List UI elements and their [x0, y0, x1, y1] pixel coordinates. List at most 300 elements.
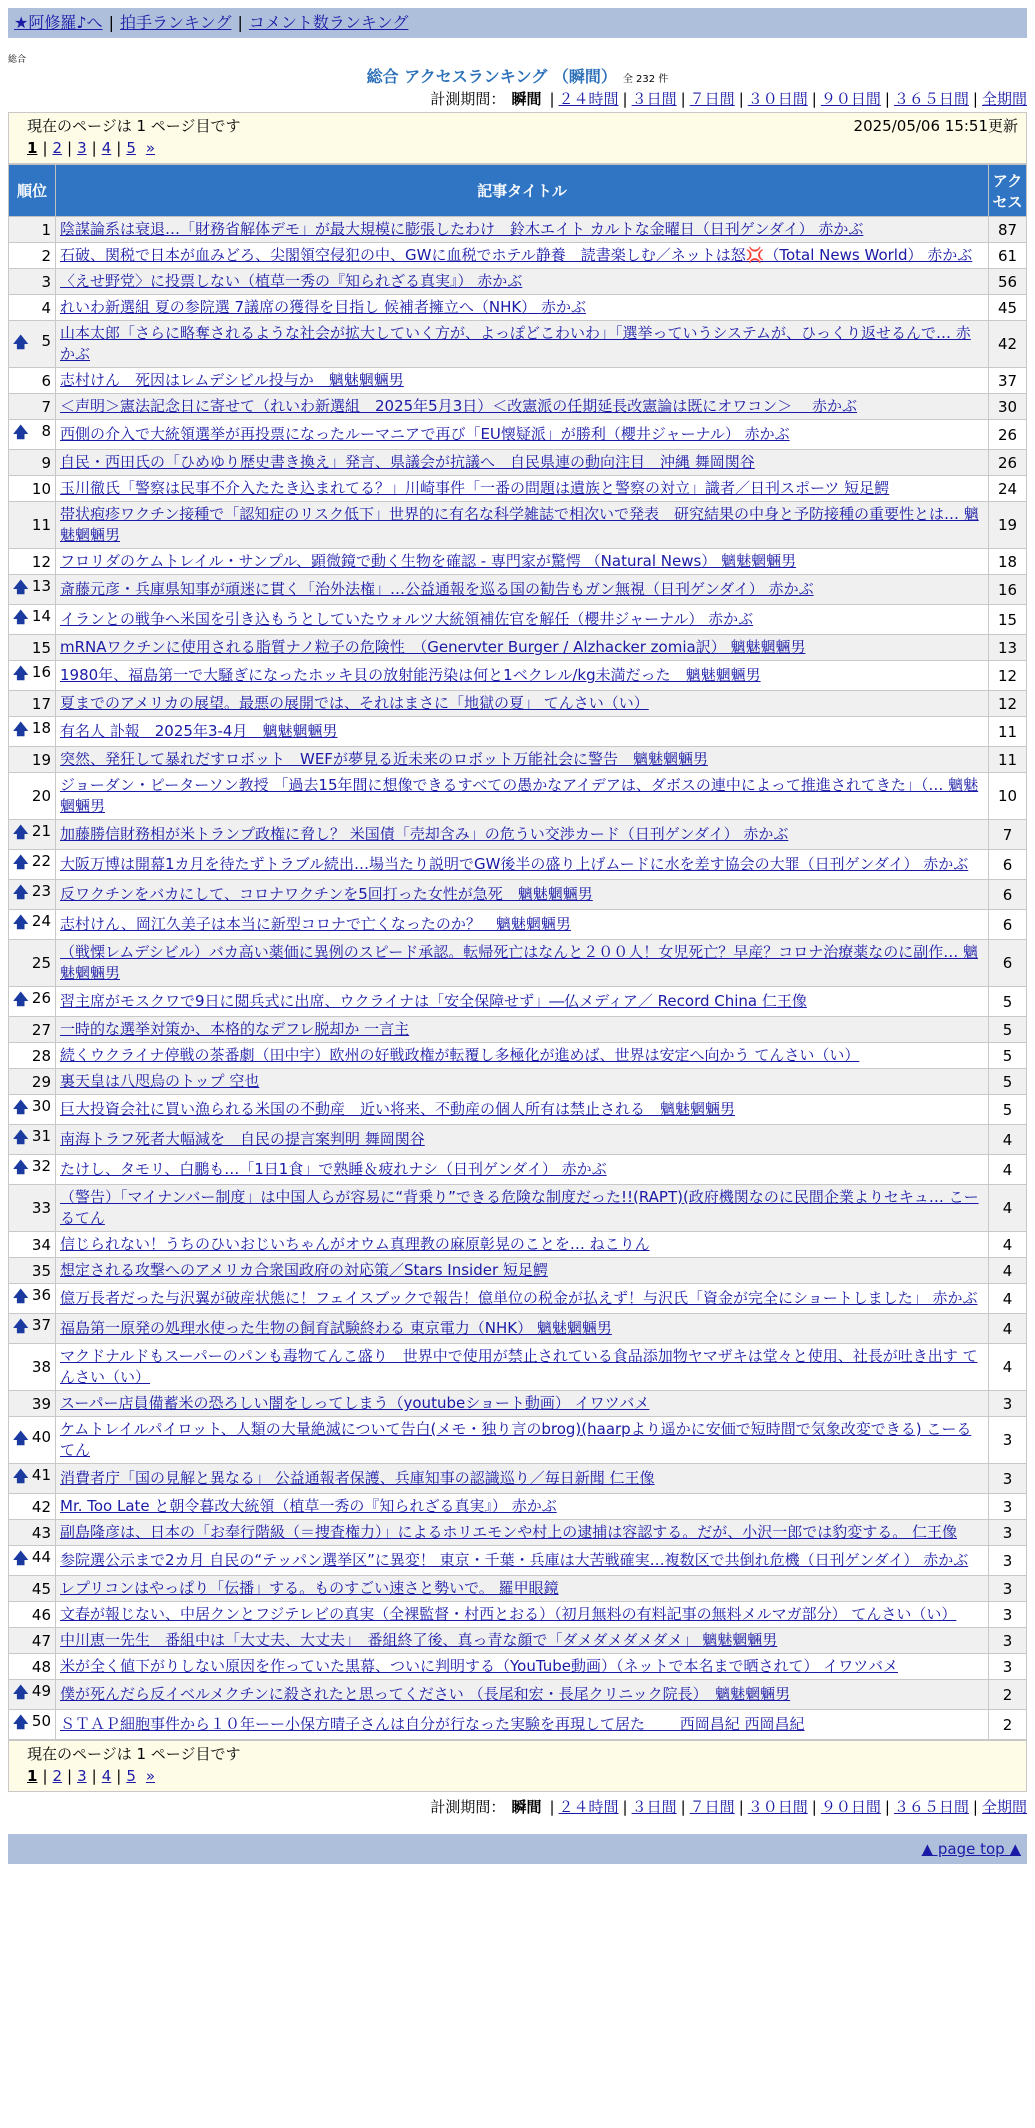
title-cell	[56, 502, 989, 549]
rank-cell	[9, 1284, 56, 1314]
rank-cell	[9, 1417, 56, 1464]
table-row	[9, 940, 1027, 987]
period-separator: |	[811, 1798, 817, 1816]
period-link[interactable]: ７日間	[689, 90, 735, 108]
rank-up-arrow-icon: 🡅	[13, 1287, 29, 1305]
rank-number: 33	[31, 1199, 51, 1217]
pager-separator: |	[116, 1767, 122, 1785]
article-link[interactable]: 裏天皇は八咫烏のトップ 空也	[60, 1072, 260, 1090]
title-cell	[56, 1628, 989, 1654]
access-count: 19	[989, 502, 1027, 549]
period-separator: |	[680, 90, 686, 108]
nav-link-clap-ranking[interactable]: 拍手ランキング	[119, 13, 232, 32]
rank-cell	[9, 661, 56, 691]
pager-top	[8, 112, 1027, 164]
access-count: 6	[989, 940, 1027, 987]
article-link[interactable]: 続くウクライナ停戦の茶番劇（田中宇）欧州の好戦政権が転覆し多極化が進めば、世界は安定へ向かう てんさい（い）	[60, 1046, 860, 1064]
article-link[interactable]: 山本太郎「さらに略奪されるような社会が拡大していく方が、よっぽどこわいわ」「選挙っていうシステムが、ひっくり返せるんで… 赤かぶ	[60, 324, 971, 363]
table-row	[9, 717, 1027, 747]
access-count: 5	[989, 1017, 1027, 1043]
article-link[interactable]: 参院選公示まで2カ月 自民の“テッパン選挙区”に異変！ 東京・千葉・兵庫は大苦戦確実…複数区で共倒れ危機（日刊ゲンダイ） 赤かぶ	[60, 1551, 969, 1569]
period-link[interactable]: ３６５日間	[893, 90, 969, 108]
rank-number: 44	[31, 1548, 51, 1566]
table-row	[9, 1258, 1027, 1284]
pager-page-link[interactable]: 5	[126, 139, 136, 157]
pager-page-link[interactable]: 2	[52, 139, 63, 157]
pager-links	[27, 137, 1018, 159]
rank-number: 34	[31, 1235, 51, 1254]
rank-up-arrow-icon: 🡅	[13, 1317, 29, 1335]
article-link[interactable]: （戦慄レムデシビル）バカ高い薬価に異例のスピード承認。転帰死亡はなんと２００人！女児死亡？早産？コロナ治療薬なのに副作… 魑魅魍魎男	[60, 943, 978, 982]
rank-up-arrow-icon: 🡅	[13, 1713, 29, 1731]
rank-cell	[9, 394, 56, 420]
rank-number: 2	[41, 246, 51, 265]
title-cell	[56, 1155, 989, 1185]
period-separator: |	[972, 90, 978, 108]
rank-up-arrow-icon: 🡅	[13, 990, 29, 1008]
article-link[interactable]: マクドナルドもスーパーのパンも毒物てんこ盛り 世界中で使用が禁止されている食品添加物ヤマザキは堂々と使用、社長が吐き出す てんさい（い）	[60, 1347, 978, 1386]
total-count: 全 232 件	[622, 74, 669, 85]
period-separator: |	[622, 1798, 628, 1816]
rank-cell	[9, 243, 56, 269]
rank-number: 45	[31, 1579, 51, 1598]
article-link[interactable]: 志村けん、岡江久美子は本当に新型コロナで亡くなったのか？ 魑魅魍魎男	[60, 915, 571, 933]
article-link[interactable]: イランとの戦争へ米国を引き込もうとしていたウォルツ大統領補佐官を解任（櫻井ジャーナル） 赤かぶ	[60, 610, 754, 628]
access-count: 15	[989, 605, 1027, 635]
article-link[interactable]: 文春が報じない、中居クンとフジテレビの真実（全裸監督・村西とおる）（初月無料の有料記事の無料メルマガ部分） てんさい（い）	[60, 1605, 957, 1623]
rank-cell	[9, 549, 56, 575]
rank-up-arrow-icon: 🡅	[13, 423, 29, 441]
table-row	[9, 575, 1027, 605]
table-row	[9, 1344, 1027, 1391]
rank-number: 37	[31, 1316, 51, 1334]
rank-number: 30	[31, 1097, 51, 1115]
article-link[interactable]: ケムトレイルパイロット、人類の大量絶滅について告白(メモ・独り言のbrog)(haarpより遥かに安価で短時間で気象改変できる) こーるてん	[60, 1420, 972, 1459]
rank-number: 28	[31, 1046, 51, 1065]
article-link[interactable]: 南海トラフ死者大幅減を 自民の提言案判明 舞岡関谷	[60, 1130, 425, 1148]
title-cell	[56, 773, 989, 820]
current-page-text: 現在のページは 1 ページ目です	[27, 117, 241, 135]
access-count: 37	[989, 368, 1027, 394]
title-cell	[56, 394, 989, 420]
table-row	[9, 1284, 1027, 1314]
pager-links	[27, 1765, 1018, 1787]
table-row	[9, 1494, 1027, 1520]
rank-cell	[9, 1602, 56, 1628]
nav-link-asyura[interactable]: ★阿修羅♪へ	[14, 13, 103, 32]
article-link[interactable]: フロリダのケムトレイル・サンプル、顕微鏡で動く生物を確認 - 専門家が驚愕 （Natural News） 魑魅魍魎男	[60, 552, 797, 570]
rank-cell	[9, 217, 56, 243]
rank-cell	[9, 747, 56, 773]
period-separator: |	[680, 1798, 686, 1816]
rank-number: 8	[41, 422, 51, 440]
rank-up-arrow-icon: 🡅	[13, 853, 29, 871]
article-link[interactable]: 西側の介入で大統領選挙が再投票になったルーマニアで再び「EU懐疑派」が勝利（櫻井ジャーナル） 赤かぶ	[60, 425, 790, 443]
article-link[interactable]: 1980年、福島第一で大騒ぎになったホッキ貝の放射能汚染は何と1ベクレル/kg未満だった 魑魅魍魎男	[60, 666, 761, 684]
period-link[interactable]: ２４時間	[558, 90, 619, 108]
rank-number: 43	[31, 1523, 51, 1542]
article-link[interactable]: 有名人 訃報 2025年3-4月 魑魅魍魎男	[60, 722, 338, 740]
period-separator: |	[549, 1798, 555, 1816]
rank-number: 29	[31, 1072, 51, 1091]
title-cell	[56, 450, 989, 476]
article-link[interactable]: 加藤勝信財務相が米トランプ政権に脅し？ 米国債「売却含み」の危うい交渉カード（日刊ゲンダイ） 赤かぶ	[60, 825, 789, 843]
rank-cell	[9, 476, 56, 502]
rank-number: 15	[31, 638, 51, 657]
rank-number: 25	[31, 954, 51, 972]
rank-number: 32	[31, 1157, 51, 1175]
access-count: 16	[989, 575, 1027, 605]
article-link[interactable]: （警告）「マイナンバー制度」は中国人らが容易に“背乗り”できる危険な制度だった!!(RAPT)(政府機関なのに民間企業よりセキュ… こーるてん	[60, 1188, 979, 1227]
article-link[interactable]: 石破、関税で日本が血みどろ、尖閣領空侵犯の中、GWに血税でホテル静養 読書楽しむ／ネットは怒💢（Total News World） 赤かぶ	[60, 246, 973, 264]
article-link[interactable]: 反ワクチンをバカにして、コロナワクチンを5回打った女性が急死 魑魅魍魎男	[60, 885, 593, 903]
period-selector	[8, 88, 1027, 110]
table-row	[9, 243, 1027, 269]
title-cell	[56, 1017, 989, 1043]
article-link[interactable]: たけし、タモリ、白鵬も…「1日1食」で熟睡＆疲れナシ（日刊ゲンダイ） 赤かぶ	[60, 1160, 607, 1178]
rank-up-arrow-icon: 🡅	[13, 578, 29, 596]
table-row	[9, 1576, 1027, 1602]
rank-cell	[9, 691, 56, 717]
rank-number: 21	[31, 822, 51, 840]
article-link[interactable]: 信じられない！うちのひいおじいちゃんがオウム真理教の麻原彰晃のことを… ねこりん	[60, 1235, 650, 1253]
rank-number: 41	[31, 1466, 51, 1484]
access-count: 4	[989, 1232, 1027, 1258]
nav-separator: |	[108, 13, 114, 32]
period-link[interactable]: ２４時間	[558, 1798, 619, 1816]
article-link[interactable]: 習主席がモスクワで9日に閲兵式に出席、ウクライナは「安全保障せず」―仏メディア／ Record China 仁王像	[60, 992, 807, 1010]
title-cell	[56, 243, 989, 269]
rank-cell	[9, 1344, 56, 1391]
article-link[interactable]: 想定される攻撃へのアメリカ合衆国政府の対応策／Stars Insider 短足鰐	[60, 1261, 548, 1279]
rank-number: 11	[31, 516, 51, 534]
table-row	[9, 1464, 1027, 1494]
rank-cell	[9, 1232, 56, 1258]
rank-up-arrow-icon: 🡅	[13, 1467, 29, 1485]
rank-number: 10	[31, 479, 51, 498]
title-cell	[56, 269, 989, 295]
pager-page-link[interactable]: 4	[101, 1767, 112, 1785]
article-link[interactable]: 斎藤元彦・兵庫県知事が頑迷に貫く「治外法権」…公益通報を巡る国の勧告もガン無視（日刊ゲンダイ） 赤かぶ	[60, 580, 814, 598]
pager-bottom	[8, 1740, 1027, 1792]
table-row	[9, 1391, 1027, 1417]
title-cell	[56, 691, 989, 717]
period-link[interactable]: 全期間	[981, 1798, 1027, 1816]
table-row	[9, 1155, 1027, 1185]
title-cell	[56, 1185, 989, 1232]
rank-up-arrow-icon: 🡅	[13, 608, 29, 626]
page-top-link[interactable]: ▲ page top ▲	[921, 1840, 1021, 1858]
title-cell	[56, 1284, 989, 1314]
title-cell	[56, 1576, 989, 1602]
article-link[interactable]: 志村けん 死因はレムデシビル投与か 魑魅魍魎男	[60, 371, 404, 389]
rank-up-arrow-icon: 🡅	[13, 1428, 29, 1447]
rank-cell	[9, 773, 56, 820]
rank-cell	[9, 1125, 56, 1155]
period-label: 計測期間：	[430, 1798, 506, 1816]
access-count: 61	[989, 243, 1027, 269]
table-row	[9, 605, 1027, 635]
pager-page-link[interactable]: 4	[101, 139, 112, 157]
rank-number: 12	[31, 552, 51, 571]
article-link[interactable]: 巨大投資会社に買い漁られる米国の不動産 近い将来、不動産の個人所有は禁止される 魑魅魍魎男	[60, 1100, 736, 1118]
top-nav	[8, 8, 1027, 38]
article-link[interactable]: 僕が死んだら反イベルメクチンに殺されたと思ってください （長尾和宏・長尾クリニック院長） 魑魅魍魎男	[60, 1685, 791, 1703]
rank-cell	[9, 1464, 56, 1494]
table-row	[9, 1654, 1027, 1680]
rank-up-arrow-icon: 🡅	[13, 883, 29, 901]
title-cell	[56, 661, 989, 691]
access-count: 12	[989, 661, 1027, 691]
rank-cell	[9, 1710, 56, 1740]
rank-number: 26	[31, 989, 51, 1007]
access-count: 5	[989, 1095, 1027, 1125]
header-access: アクセス	[989, 165, 1027, 217]
title-cell	[56, 717, 989, 747]
pager-page-link[interactable]: 5	[126, 1767, 136, 1785]
access-count: 3	[989, 1602, 1027, 1628]
rank-cell	[9, 502, 56, 549]
access-count: 3	[989, 1546, 1027, 1576]
title-cell	[56, 1417, 989, 1464]
rank-cell	[9, 850, 56, 880]
table-row	[9, 820, 1027, 850]
rank-number: 46	[31, 1605, 51, 1624]
pager-separator: |	[91, 1767, 97, 1785]
article-link[interactable]: れいわ新選組 夏の参院選 7議席の獲得を目指し 候補者擁立へ（NHK） 赤かぶ	[60, 298, 586, 316]
title-cell	[56, 476, 989, 502]
updated-timestamp: 2025/05/06 15:51更新	[853, 117, 1018, 135]
pager-next-link[interactable]: »	[145, 1767, 156, 1785]
access-count: 5	[989, 1069, 1027, 1095]
access-count: 11	[989, 747, 1027, 773]
table-row	[9, 217, 1027, 243]
period-selector	[8, 1796, 1027, 1818]
pager-separator: |	[42, 1767, 48, 1785]
rank-cell	[9, 635, 56, 661]
period-separator: |	[811, 90, 817, 108]
rank-up-arrow-icon: 🡅	[13, 913, 29, 931]
period-link[interactable]: ９０日間	[820, 1798, 881, 1816]
access-count: 3	[989, 1520, 1027, 1546]
table-row	[9, 850, 1027, 880]
title-cell	[56, 1314, 989, 1344]
rank-number: 31	[31, 1127, 51, 1145]
table-row	[9, 549, 1027, 575]
rank-cell	[9, 1391, 56, 1417]
rank-cell	[9, 910, 56, 940]
rank-number: 3	[41, 272, 51, 291]
pager-separator: |	[91, 139, 97, 157]
article-link[interactable]: 米が全く値下がりしない原因を作っていた黒幕、ついに判明する（YouTube動画）（ネットで本名まで晒されて） イワツバメ	[60, 1657, 898, 1675]
access-count: 3	[989, 1391, 1027, 1417]
article-link[interactable]: 自民・西田氏の「ひめゆり歴史書き換え」発言、県議会が抗議へ 自民県連の動向注目 沖縄 舞岡関谷	[60, 453, 755, 471]
nav-link-comment-ranking[interactable]: コメント数ランキング	[248, 13, 409, 32]
pager-page-link[interactable]: 3	[77, 1767, 87, 1785]
pager-separator: |	[116, 139, 122, 157]
rank-number: 9	[41, 453, 51, 472]
table-row	[9, 1185, 1027, 1232]
title-cell	[56, 295, 989, 321]
access-count: 12	[989, 691, 1027, 717]
access-count: 6	[989, 910, 1027, 940]
table-row	[9, 1314, 1027, 1344]
article-link[interactable]: ＜声明＞憲法記念日に寄せて（れいわ新選組 2025年5月3日）＜改憲派の任期延長改憲論は既にオワコン＞ 赤かぶ	[60, 397, 858, 415]
pager-page-link[interactable]: 3	[77, 139, 87, 157]
title-cell	[56, 635, 989, 661]
period-link[interactable]: ３０日間	[747, 90, 808, 108]
period-separator: |	[884, 1798, 890, 1816]
article-link[interactable]: ジョーダン・ピーターソン教授 「過去15年間に想像できるすべての愚かなアイデアは、ダボスの連中によって推進されてきた」（… 魑魅魍魎男	[60, 776, 979, 815]
period-separator: |	[738, 90, 744, 108]
rank-cell	[9, 1069, 56, 1095]
period-separator: |	[622, 90, 628, 108]
pager-current-page: 1	[27, 1767, 38, 1785]
period-separator: |	[738, 1798, 744, 1816]
article-link[interactable]: 突然、発狂して暴れだすロボット WEFが夢見る近未来のロボット万能社会に警告 魑魅魍魎男	[60, 750, 708, 768]
period-link[interactable]: ３日間	[631, 90, 677, 108]
article-link[interactable]: mRNAワクチンに使用される脂質ナノ粒子の危険性 （Genervter Burger / Alzhacker zomia訳） 魑魅魍魎男	[60, 638, 806, 656]
access-count: 6	[989, 880, 1027, 910]
table-row	[9, 1069, 1027, 1095]
period-separator: |	[972, 1798, 978, 1816]
table-row	[9, 420, 1027, 450]
header-title: 記事タイトル	[56, 165, 989, 217]
period-link[interactable]: ３６５日間	[893, 1798, 969, 1816]
table-row	[9, 910, 1027, 940]
rank-cell	[9, 1017, 56, 1043]
header-rank: 順位	[9, 165, 56, 217]
rank-cell	[9, 1494, 56, 1520]
table-row	[9, 691, 1027, 717]
title-cell	[56, 1125, 989, 1155]
title-cell	[56, 1464, 989, 1494]
title-cell	[56, 910, 989, 940]
table-row	[9, 1628, 1027, 1654]
article-link[interactable]: 玉川徹氏「警察は民事不介入たたき込まれてる？」川崎事件「一番の問題は遺族と警察の対立」識者／日刊スポーツ 短足鰐	[60, 479, 890, 497]
rank-number: 40	[31, 1427, 51, 1446]
table-row	[9, 295, 1027, 321]
article-link[interactable]: 福島第一原発の処理水使った生物の飼育試験終わる 東京電力（NHK） 魑魅魍魎男	[60, 1319, 612, 1337]
rank-number: 24	[31, 912, 51, 930]
period-link[interactable]: 全期間	[981, 90, 1027, 108]
nav-separator: |	[237, 13, 243, 32]
period-link[interactable]: ３０日間	[747, 1798, 808, 1816]
access-count: 10	[989, 773, 1027, 820]
access-count: 13	[989, 635, 1027, 661]
access-count: 5	[989, 987, 1027, 1017]
access-count: 2	[989, 1710, 1027, 1740]
access-count: 42	[989, 321, 1027, 368]
title-cell	[56, 1043, 989, 1069]
rank-number: 4	[41, 298, 51, 317]
rank-number: 1	[41, 220, 51, 239]
rank-cell	[9, 1185, 56, 1232]
article-link[interactable]: 中川恵一先生 番組中は「大丈夫、大丈夫」 番組終了後、真っ青な顔で「ダメダメダメダメ」 魑魅魍魎男	[60, 1631, 778, 1649]
table-row	[9, 1095, 1027, 1125]
article-link[interactable]: 一時的な選挙対策か、本格的なデフレ脱却か 一言主	[60, 1020, 410, 1038]
title-cell	[56, 987, 989, 1017]
access-count: 26	[989, 450, 1027, 476]
table-row	[9, 987, 1027, 1017]
access-count: 3	[989, 1576, 1027, 1602]
footer-bar	[8, 1834, 1027, 1864]
rank-number: 42	[31, 1497, 51, 1516]
rank-number: 27	[31, 1020, 51, 1039]
article-link[interactable]: 夏までのアメリカの展望。最悪の展開では、それはまさに「地獄の夏」 てんさい（い）	[60, 694, 649, 712]
access-count: 3	[989, 1494, 1027, 1520]
table-row	[9, 1710, 1027, 1740]
rank-cell	[9, 1258, 56, 1284]
title-cell	[56, 1344, 989, 1391]
title-cell	[56, 1654, 989, 1680]
pager-separator: |	[67, 139, 73, 157]
article-link[interactable]: ＳＴＡＰ細胞事件から１０年ーー小保方晴子さんは自分が行なった実験を再現して居た 西岡昌紀 西岡昌紀	[60, 1715, 805, 1733]
table-row	[9, 880, 1027, 910]
rank-cell	[9, 1546, 56, 1576]
access-count: 24	[989, 476, 1027, 502]
period-link[interactable]: ７日間	[689, 1798, 735, 1816]
rank-number: 7	[41, 397, 51, 416]
rank-number: 50	[31, 1712, 51, 1730]
period-link[interactable]: ９０日間	[820, 90, 881, 108]
title-cell	[56, 1232, 989, 1258]
article-link[interactable]: 帯状疱疹ワクチン接種で「認知症のリスク低下」世界的に有名な科学雑誌で相次いで発表 研究結果の中身と予防接種の重要性とは… 魑魅魍魎男	[60, 505, 979, 544]
rank-cell	[9, 940, 56, 987]
article-link[interactable]: 〈えせ野党〉に投票しない（植草一秀の『知られざる真実』） 赤かぶ	[60, 272, 523, 290]
table-row	[9, 747, 1027, 773]
table-row	[9, 321, 1027, 368]
title-cell	[56, 1391, 989, 1417]
article-link[interactable]: 陰謀論系は衰退…「財務省解体デモ」が最大規模に膨張したわけ 鈴木エイト カルトな金曜日（日刊ゲンダイ） 赤かぶ	[60, 220, 864, 238]
table-row	[9, 502, 1027, 549]
article-link[interactable]: レプリコンはやっぱり「伝播」する。ものすごい速さと勢いで。 羅甲眼鏡	[60, 1579, 559, 1597]
table-row	[9, 1043, 1027, 1069]
pager-page-link[interactable]: 2	[52, 1767, 63, 1785]
rank-number: 49	[31, 1682, 51, 1700]
access-count: 7	[989, 820, 1027, 850]
table-row	[9, 1602, 1027, 1628]
title-cell	[56, 368, 989, 394]
rank-up-arrow-icon: 🡅	[13, 664, 29, 682]
access-count: 3	[989, 1464, 1027, 1494]
period-link[interactable]: ３日間	[631, 1798, 677, 1816]
article-link[interactable]: Mr. Too Late と朝令暮改大統領（植草一秀の『知られざる真実』） 赤かぶ	[60, 1497, 557, 1515]
table-row	[9, 1125, 1027, 1155]
ranking-title-row	[8, 66, 1027, 88]
pager-separator: |	[42, 139, 48, 157]
rank-number: 17	[31, 694, 51, 713]
access-count: 11	[989, 717, 1027, 747]
title-cell	[56, 1069, 989, 1095]
article-link[interactable]: スーパー店員備蓄米の恐ろしい闇をしってしまう（youtubeショート動画） イワツバメ	[60, 1394, 650, 1412]
pager-next-link[interactable]: »	[145, 139, 156, 157]
rank-cell	[9, 605, 56, 635]
title-cell	[56, 549, 989, 575]
title-cell	[56, 1546, 989, 1576]
rank-number: 14	[31, 607, 51, 625]
article-link[interactable]: 大阪万博は開幕1カ月を待たずトラブル続出…場当たり説明でGW後半の盛り上げムードに水を差す協会の大罪（日刊ゲンダイ） 赤かぶ	[60, 855, 969, 873]
access-count: 4	[989, 1185, 1027, 1232]
article-link[interactable]: 消費者庁「国の見解と異なる」 公益通報者保護、兵庫知事の認識巡り／毎日新聞 仁王像	[60, 1469, 655, 1487]
access-count: 3	[989, 1417, 1027, 1464]
article-link[interactable]: 副島隆彦は、日本の「お奉行階級（＝捜査権力）」によるホリエモンや村上の逮捕は容認する。だが、小沢一郎では豹変する。 仁王像	[60, 1523, 957, 1541]
rank-cell	[9, 1043, 56, 1069]
access-count: 3	[989, 1654, 1027, 1680]
article-link[interactable]: 億万長者だった与沢翼が破産状態に！フェイスブックで報告！億単位の税金が払えず！与沢氏「資金が完全にショートしました」 赤かぶ	[60, 1289, 978, 1307]
title-cell	[56, 1520, 989, 1546]
rank-cell	[9, 1095, 56, 1125]
